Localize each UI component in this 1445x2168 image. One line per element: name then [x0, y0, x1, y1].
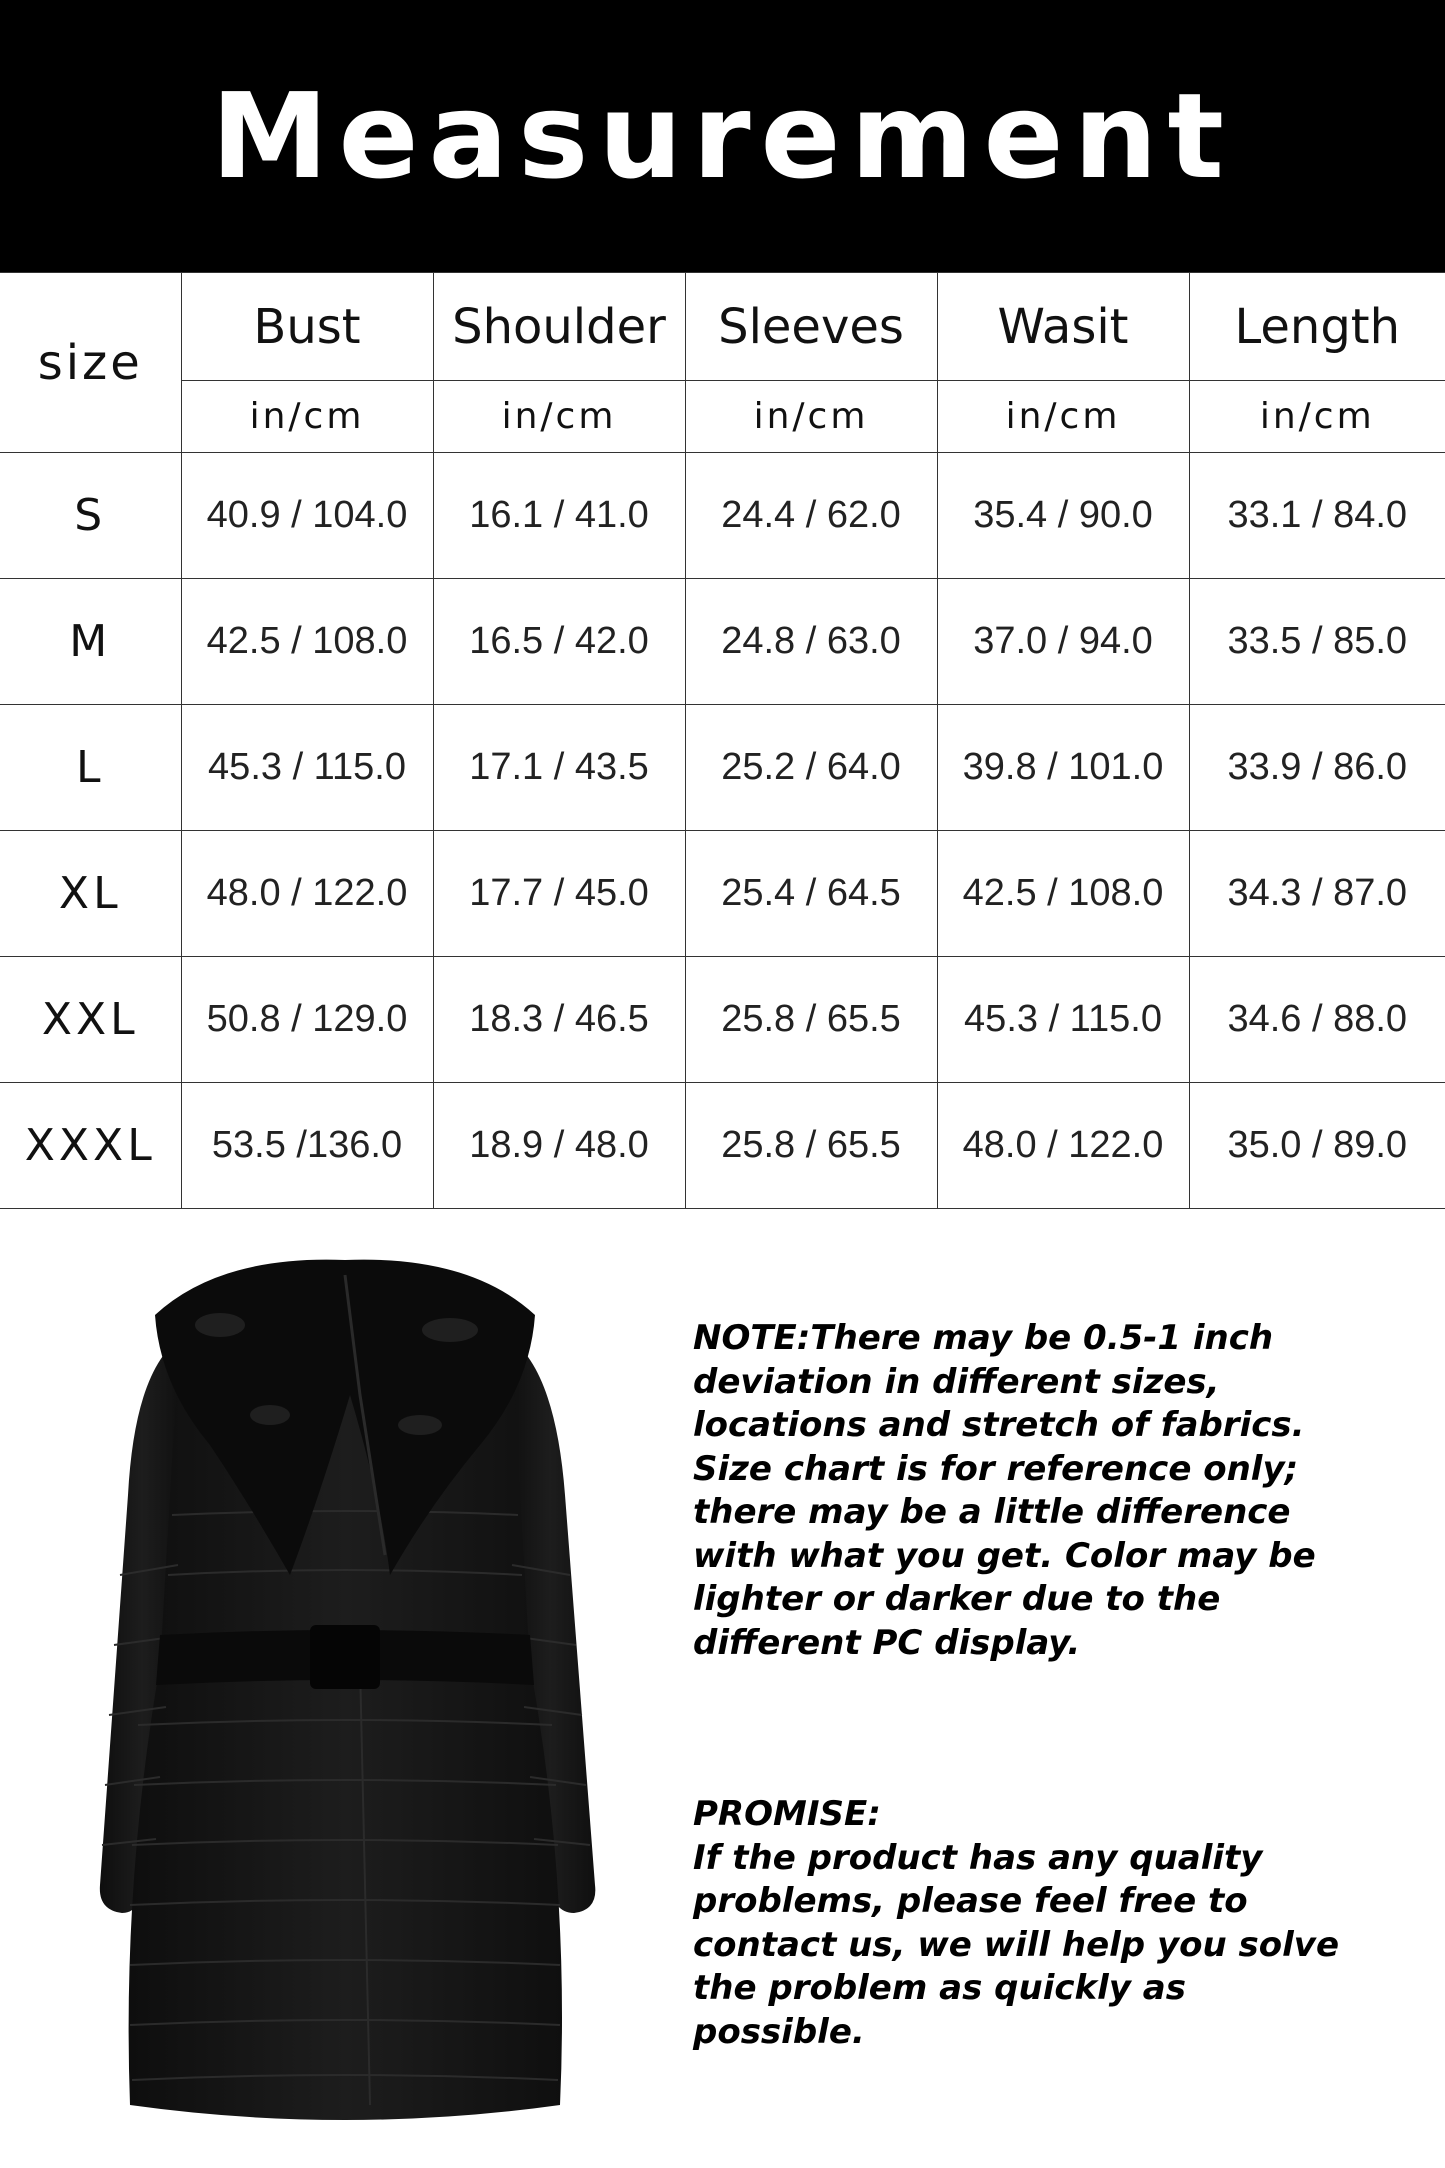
size-label: XXL	[0, 957, 181, 1083]
column-header-shoulder: Shoulder	[433, 273, 685, 381]
waist-value: 48.0 / 122.0	[937, 1083, 1189, 1209]
size-label: S	[0, 453, 181, 579]
unit-label: in/cm	[433, 381, 685, 453]
shoulder-value: 16.1 / 41.0	[433, 453, 685, 579]
bust-value: 45.3 / 115.0	[181, 705, 433, 831]
coat-body	[129, 1305, 562, 2120]
promise-text	[693, 1793, 1383, 2054]
note-line: Size chart is for reference only;	[693, 1448, 1299, 1489]
table-row	[0, 1083, 1445, 1209]
waist-value: 42.5 / 108.0	[937, 831, 1189, 957]
note-line: there may be a little difference	[693, 1492, 1291, 1532]
length-value: 33.9 / 86.0	[1189, 705, 1445, 831]
size-chart-table	[0, 272, 1445, 1209]
table-row	[0, 453, 1445, 579]
product-coat-image	[60, 1245, 630, 2125]
column-header-bust: Bust	[181, 273, 433, 381]
note-line: NOTE:There may be 0.5-1 inch	[693, 1318, 1274, 1358]
sleeves-value: 25.4 / 64.5	[685, 831, 937, 957]
sleeves-value: 25.8 / 65.5	[685, 1083, 937, 1209]
table-row	[0, 579, 1445, 705]
title-banner	[0, 0, 1445, 272]
length-value: 35.0 / 89.0	[1189, 1083, 1445, 1209]
size-column-header: size	[0, 273, 181, 453]
belt-knot	[310, 1625, 380, 1689]
header-row	[0, 273, 1445, 381]
sleeves-value: 25.2 / 64.0	[685, 705, 937, 831]
unit-label: in/cm	[937, 381, 1189, 453]
length-value: 34.3 / 87.0	[1189, 831, 1445, 957]
shoulder-value: 17.1 / 43.5	[433, 705, 685, 831]
bust-value: 40.9 / 104.0	[181, 453, 433, 579]
note-line: deviation in different sizes,	[693, 1361, 1220, 1402]
table-row	[0, 705, 1445, 831]
note-text	[693, 1317, 1383, 1665]
sleeves-value: 25.8 / 65.5	[685, 957, 937, 1083]
note-line: different PC display.	[693, 1622, 1081, 1663]
bust-value: 48.0 / 122.0	[181, 831, 433, 957]
column-header-sleeves: Sleeves	[685, 273, 937, 381]
size-label: XL	[0, 831, 181, 957]
waist-value: 45.3 / 115.0	[937, 957, 1189, 1083]
sleeves-value: 24.8 / 63.0	[685, 579, 937, 705]
promise-line: contact us, we will help you solve	[693, 1924, 1339, 1965]
note-line: with what you get. Color may be	[693, 1535, 1316, 1576]
promise-line: PROMISE:	[693, 1794, 881, 1834]
shoulder-value: 16.5 / 42.0	[433, 579, 685, 705]
waist-value: 37.0 / 94.0	[937, 579, 1189, 705]
waist-value: 39.8 / 101.0	[937, 705, 1189, 831]
page-title: Measurement	[211, 67, 1234, 205]
promise-line: the problem as quickly as	[693, 1968, 1186, 2008]
column-header-length: Length	[1189, 273, 1445, 381]
size-label: L	[0, 705, 181, 831]
unit-label: in/cm	[181, 381, 433, 453]
length-value: 33.5 / 85.0	[1189, 579, 1445, 705]
size-label: M	[0, 579, 181, 705]
table-row	[0, 831, 1445, 957]
bust-value: 53.5 /136.0	[181, 1083, 433, 1209]
column-header-waist: Wasit	[937, 273, 1189, 381]
sleeves-value: 24.4 / 62.0	[685, 453, 937, 579]
promise-line: If the product has any quality	[693, 1837, 1263, 1878]
waist-value: 35.4 / 90.0	[937, 453, 1189, 579]
promise-line: possible.	[693, 2011, 865, 2052]
note-line: locations and stretch of fabrics.	[693, 1405, 1305, 1445]
size-label: XXXL	[0, 1083, 181, 1209]
units-row	[0, 381, 1445, 453]
shoulder-value: 18.3 / 46.5	[433, 957, 685, 1083]
bust-value: 42.5 / 108.0	[181, 579, 433, 705]
unit-label: in/cm	[1189, 381, 1445, 453]
length-value: 34.6 / 88.0	[1189, 957, 1445, 1083]
promise-line: problems, please feel free to	[693, 1881, 1248, 1921]
length-value: 33.1 / 84.0	[1189, 453, 1445, 579]
shoulder-value: 17.7 / 45.0	[433, 831, 685, 957]
bust-value: 50.8 / 129.0	[181, 957, 433, 1083]
shoulder-value: 18.9 / 48.0	[433, 1083, 685, 1209]
note-line: lighter or darker due to the	[693, 1579, 1221, 1619]
table-row	[0, 957, 1445, 1083]
unit-label: in/cm	[685, 381, 937, 453]
